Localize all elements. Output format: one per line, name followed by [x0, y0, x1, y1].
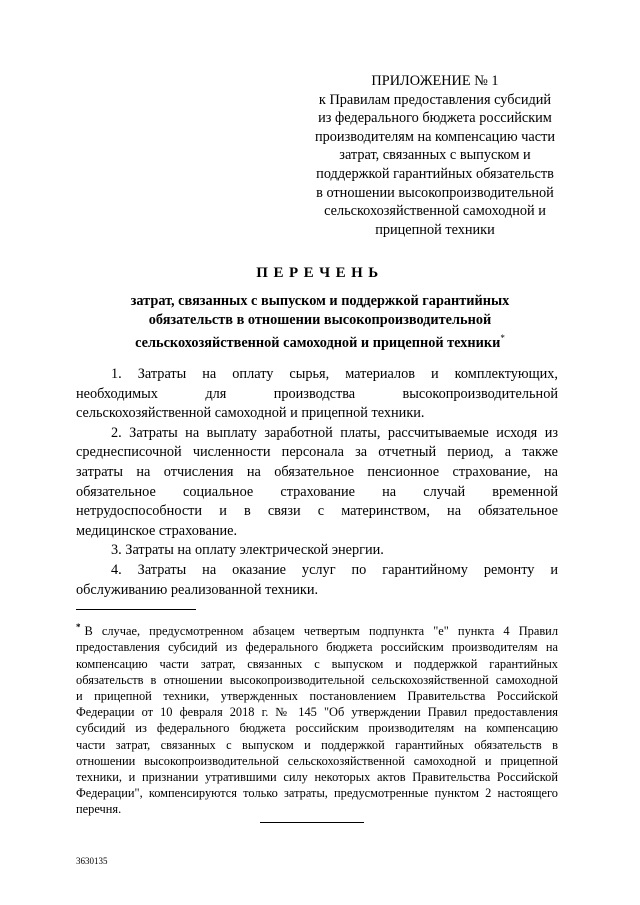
list-item — [76, 424, 558, 542]
appendix-line: ПРИЛОЖЕНИЕ № 1 — [371, 73, 499, 89]
item-line: 4. Затраты на оказание услуг по гарантийному ремонту и — [111, 561, 558, 578]
footnote — [76, 619, 558, 818]
footnote-separator — [76, 609, 196, 610]
list-body — [76, 365, 558, 600]
document-code: 3630135 — [76, 856, 108, 866]
footnote-reference-mark: * — [500, 333, 505, 344]
document-title: ПЕРЕЧЕНЬ — [256, 265, 384, 281]
item-line: сельскохозяйственной самоходной и прицепной техники. — [76, 405, 425, 422]
end-separator — [260, 822, 364, 823]
footnote-line: перечня. — [76, 802, 122, 817]
item-line: 2. Затраты на выплату заработной платы, рассчитываемые исходя из — [111, 424, 558, 441]
item-line: нетрудоспособности и в связи с материнством, на обязательное — [76, 503, 558, 520]
item-line: медицинское страхование. — [76, 522, 238, 539]
subtitle-line: обязательств в отношении высокопроизводительной — [148, 311, 492, 328]
subtitle-line-text: сельскохозяйственной самоходной и прицепной техники — [135, 334, 501, 351]
item-line: затраты на отчисления на обязательное пенсионное страхование, на — [76, 463, 558, 480]
footnote-line: отношении высокопроизводительной сельскохозяйственной самоходной и прицепной — [76, 753, 558, 768]
footnote-line: предоставления субсидий из федерального бюджета российским производителям на — [76, 640, 558, 655]
footnote-mark: * — [76, 622, 81, 632]
footnote-line — [76, 619, 558, 639]
item-line: обязательное социальное страхование на случай временной — [76, 483, 558, 500]
appendix-line: в отношении высокопроизводительной — [316, 184, 554, 201]
subtitle-line-last — [80, 329, 560, 352]
footnote-line: и прицепной техники, утвержденных постановлением Правительства Российской — [76, 688, 558, 703]
item-line: обслуживанию реализованной техники. — [76, 581, 319, 598]
footnote-line: обязательств в отношении высокопроизводительной сельскохозяйственной самоходной — [76, 672, 558, 687]
item-line: среднесписочной численности персонала за отчетный период, а также — [76, 444, 558, 461]
footnote-line: субсидий из федерального бюджета российским производителям на компенсацию — [76, 721, 558, 736]
footnote-line: Федерации", компенсируются только затраты, предусмотренные пунктом 2 настоящего — [76, 786, 558, 801]
appendix-line: поддержкой гарантийных обязательств — [316, 165, 554, 182]
appendix-line: из федерального бюджета российским — [318, 110, 552, 127]
appendix-line: производителям на компенсацию части — [314, 128, 556, 145]
footnote-line: Федерации от 10 февраля 2018 г. № 145 "Об утверждении Правил предоставления — [76, 705, 558, 720]
footnote-line: части затрат, связанных с выпуском и поддержкой гарантийных обязательств в — [76, 737, 558, 752]
subtitle-line: затрат, связанных с выпуском и поддержкой гарантийных — [130, 293, 510, 309]
appendix-header — [290, 72, 580, 239]
list-item — [76, 541, 558, 561]
item-line: 3. Затраты на оплату электрической энергии. — [111, 542, 384, 559]
document-subtitle — [80, 292, 560, 353]
list-item — [76, 365, 558, 424]
appendix-line: сельскохозяйственной самоходной и — [324, 203, 546, 220]
footnote-line-text: В случае, предусмотренном абзацем четвертым подпункта "е" пункта 4 Правил — [84, 624, 558, 639]
appendix-line: к Правилам предоставления субсидий — [318, 91, 552, 108]
item-line: 1. Затраты на оплату сырья, материалов и комплектующих, — [111, 366, 558, 382]
footnote-line: компенсацию части затрат, связанных с выпуском и поддержкой гарантийных — [76, 656, 558, 671]
footnote-line: техники, и признании утратившими силу некоторых актов Правительства Российской — [76, 769, 558, 784]
list-item — [76, 561, 558, 600]
item-line: необходимых для производства высокопроизводительной — [76, 385, 558, 402]
appendix-line: прицепной техники — [375, 221, 495, 238]
appendix-line: затрат, связанных с выпуском и — [339, 147, 531, 164]
